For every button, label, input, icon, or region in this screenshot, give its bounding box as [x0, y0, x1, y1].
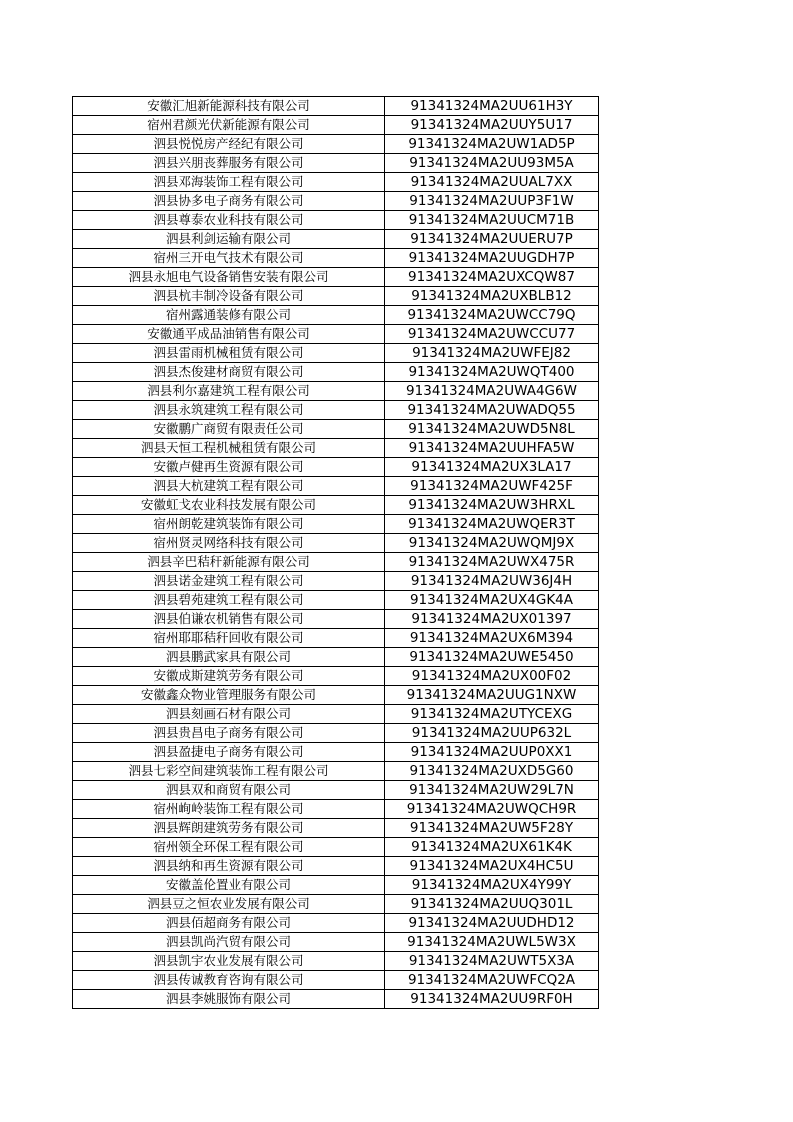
table-row [73, 990, 599, 1009]
company-name-cell: 安徽盖伦置业有限公司 [73, 876, 385, 895]
company-name-cell: 泗县利尔嘉建筑工程有限公司 [73, 382, 385, 401]
company-name-cell: 泗县七彩空间建筑装饰工程有限公司 [73, 762, 385, 781]
company-name-cell: 宿州三开电气技术有限公司 [73, 249, 385, 268]
credit-code-cell: 91341324MA2UUERU7P [385, 230, 599, 249]
table-row [73, 610, 599, 629]
credit-code-cell: 91341324MA2UWT5X3A [385, 952, 599, 971]
company-name-cell: 泗县贵昌电子商务有限公司 [73, 724, 385, 743]
credit-code-cell: 91341324MA2UW3HRXL [385, 496, 599, 515]
company-name-cell: 安徽鑫众物业管理服务有限公司 [73, 686, 385, 705]
company-name-cell: 泗县李姚服饰有限公司 [73, 990, 385, 1009]
table-row [73, 344, 599, 363]
credit-code-cell: 91341324MA2UUHFA5W [385, 439, 599, 458]
company-name-cell: 泗县永筑建筑工程有限公司 [73, 401, 385, 420]
company-name-cell: 泗县杰俊建材商贸有限公司 [73, 363, 385, 382]
credit-code-cell: 91341324MA2UXD5G60 [385, 762, 599, 781]
credit-code-cell: 91341324MA2UWCCU77 [385, 325, 599, 344]
credit-code-cell: 91341324MA2UU9RF0H [385, 990, 599, 1009]
credit-code-cell: 91341324MA2UUP0XX1 [385, 743, 599, 762]
table-row [73, 705, 599, 724]
table-row [73, 97, 599, 116]
company-name-cell: 宿州贤灵网络科技有限公司 [73, 534, 385, 553]
table-row [73, 819, 599, 838]
table-row [73, 933, 599, 952]
credit-code-cell: 91341324MA2UUQ301L [385, 895, 599, 914]
table-row [73, 306, 599, 325]
company-name-cell: 泗县利剑运输有限公司 [73, 230, 385, 249]
table-row [73, 420, 599, 439]
table-body [73, 97, 599, 1009]
table-row [73, 743, 599, 762]
table-row [73, 496, 599, 515]
credit-code-cell: 91341324MA2UX4GK4A [385, 591, 599, 610]
table-row [73, 363, 599, 382]
company-name-cell: 宿州峋岭装饰工程有限公司 [73, 800, 385, 819]
credit-code-cell: 91341324MA2UWFEJ82 [385, 344, 599, 363]
table-row [73, 287, 599, 306]
company-name-cell: 泗县协多电子商务有限公司 [73, 192, 385, 211]
credit-code-cell: 91341324MA2UX01397 [385, 610, 599, 629]
credit-code-cell: 91341324MA2UWE5450 [385, 648, 599, 667]
table-row [73, 591, 599, 610]
table-row [73, 667, 599, 686]
table-row [73, 192, 599, 211]
credit-code-cell: 91341324MA2UWF425F [385, 477, 599, 496]
table-row [73, 382, 599, 401]
company-name-cell: 宿州耶耶秸秆回收有限公司 [73, 629, 385, 648]
credit-code-cell: 91341324MA2UUY5U17 [385, 116, 599, 135]
table-row [73, 477, 599, 496]
credit-code-cell: 91341324MA2UWQCH9R [385, 800, 599, 819]
table-row [73, 439, 599, 458]
table-row [73, 895, 599, 914]
company-name-cell: 泗县双和商贸有限公司 [73, 781, 385, 800]
credit-code-cell: 91341324MA2UWFCQ2A [385, 971, 599, 990]
company-name-cell: 安徽汇旭新能源科技有限公司 [73, 97, 385, 116]
table-row [73, 116, 599, 135]
credit-code-cell: 91341324MA2UX61K4K [385, 838, 599, 857]
credit-code-cell: 91341324MA2UWX475R [385, 553, 599, 572]
credit-code-cell: 91341324MA2UX3LA17 [385, 458, 599, 477]
company-name-cell: 安徽鹏广商贸有限责任公司 [73, 420, 385, 439]
table-row [73, 857, 599, 876]
credit-code-cell: 91341324MA2UU61H3Y [385, 97, 599, 116]
company-name-cell: 泗县豆之恒农业发展有限公司 [73, 895, 385, 914]
company-name-cell: 泗县刻画石材有限公司 [73, 705, 385, 724]
credit-code-cell: 91341324MA2UX4HC5U [385, 857, 599, 876]
table-row [73, 135, 599, 154]
credit-code-cell: 91341324MA2UW5F28Y [385, 819, 599, 838]
table-row [73, 534, 599, 553]
credit-code-cell: 91341324MA2UX4Y99Y [385, 876, 599, 895]
company-name-cell: 泗县悦悦房产经纪有限公司 [73, 135, 385, 154]
company-name-cell: 泗县辛巴秸秆新能源有限公司 [73, 553, 385, 572]
table-row [73, 952, 599, 971]
credit-code-cell: 91341324MA2UUG1NXW [385, 686, 599, 705]
company-name-cell: 安徽成斯建筑劳务有限公司 [73, 667, 385, 686]
company-registry-table [72, 96, 599, 1009]
table-row [73, 154, 599, 173]
credit-code-cell: 91341324MA2UWCC79Q [385, 306, 599, 325]
company-name-cell: 泗县杭丰制冷设备有限公司 [73, 287, 385, 306]
credit-code-cell: 91341324MA2UW1AD5P [385, 135, 599, 154]
credit-code-cell: 91341324MA2UWL5W3X [385, 933, 599, 952]
credit-code-cell: 91341324MA2UUCM71B [385, 211, 599, 230]
table-row [73, 249, 599, 268]
table-row [73, 876, 599, 895]
table-row [73, 724, 599, 743]
company-name-cell: 宿州领全环保工程有限公司 [73, 838, 385, 857]
table-row [73, 173, 599, 192]
credit-code-cell: 91341324MA2UWQMJ9X [385, 534, 599, 553]
company-name-cell: 安徽卢健再生资源有限公司 [73, 458, 385, 477]
credit-code-cell: 91341324MA2UWADQ55 [385, 401, 599, 420]
credit-code-cell: 91341324MA2UWD5N8L [385, 420, 599, 439]
table-row [73, 458, 599, 477]
company-name-cell: 泗县盈捷电子商务有限公司 [73, 743, 385, 762]
company-name-cell: 泗县邓海装饰工程有限公司 [73, 173, 385, 192]
table-row [73, 553, 599, 572]
company-name-cell: 安徽通平成品油销售有限公司 [73, 325, 385, 344]
credit-code-cell: 91341324MA2UWQER3T [385, 515, 599, 534]
company-name-cell: 泗县兴朋丧葬服务有限公司 [73, 154, 385, 173]
table-row [73, 211, 599, 230]
credit-code-cell: 91341324MA2UU93M5A [385, 154, 599, 173]
credit-code-cell: 91341324MA2UX6M394 [385, 629, 599, 648]
credit-code-cell: 91341324MA2UXBLB12 [385, 287, 599, 306]
company-name-cell: 泗县传诚教育咨询有限公司 [73, 971, 385, 990]
company-name-cell: 泗县大杭建筑工程有限公司 [73, 477, 385, 496]
company-name-cell: 泗县佰超商务有限公司 [73, 914, 385, 933]
company-name-cell: 泗县诺金建筑工程有限公司 [73, 572, 385, 591]
credit-code-cell: 91341324MA2UTYCEXG [385, 705, 599, 724]
table-row [73, 686, 599, 705]
company-name-cell: 泗县伯谦农机销售有限公司 [73, 610, 385, 629]
credit-code-cell: 91341324MA2UUDHD12 [385, 914, 599, 933]
company-name-cell: 宿州露通装修有限公司 [73, 306, 385, 325]
company-name-cell: 泗县辉朗建筑劳务有限公司 [73, 819, 385, 838]
company-name-cell: 宿州君颜光伏新能源有限公司 [73, 116, 385, 135]
credit-code-cell: 91341324MA2UWA4G6W [385, 382, 599, 401]
company-name-cell: 泗县天恒工程机械租赁有限公司 [73, 439, 385, 458]
credit-code-cell: 91341324MA2UXCQW87 [385, 268, 599, 287]
company-name-cell: 泗县纳和再生资源有限公司 [73, 857, 385, 876]
company-name-cell: 泗县碧苑建筑工程有限公司 [73, 591, 385, 610]
table-row [73, 971, 599, 990]
credit-code-cell: 91341324MA2UW29L7N [385, 781, 599, 800]
table-row [73, 629, 599, 648]
company-name-cell: 泗县凯尚汽贸有限公司 [73, 933, 385, 952]
credit-code-cell: 91341324MA2UUAL7XX [385, 173, 599, 192]
credit-code-cell: 91341324MA2UUP632L [385, 724, 599, 743]
credit-code-cell: 91341324MA2UW36J4H [385, 572, 599, 591]
table-row [73, 515, 599, 534]
table-row [73, 762, 599, 781]
table-row [73, 230, 599, 249]
credit-code-cell: 91341324MA2UUP3F1W [385, 192, 599, 211]
table-row [73, 800, 599, 819]
company-name-cell: 宿州朗乾建筑装饰有限公司 [73, 515, 385, 534]
credit-code-cell: 91341324MA2UWQT400 [385, 363, 599, 382]
table-row [73, 268, 599, 287]
table-row [73, 325, 599, 344]
company-name-cell: 安徽虹戈农业科技发展有限公司 [73, 496, 385, 515]
table-row [73, 838, 599, 857]
company-name-cell: 泗县凯宇农业发展有限公司 [73, 952, 385, 971]
company-name-cell: 泗县雷雨机械租赁有限公司 [73, 344, 385, 363]
credit-code-cell: 91341324MA2UUGDH7P [385, 249, 599, 268]
table-row [73, 401, 599, 420]
company-name-cell: 泗县鹏武家具有限公司 [73, 648, 385, 667]
table-row [73, 648, 599, 667]
table-row [73, 781, 599, 800]
company-name-cell: 泗县永旭电气设备销售安装有限公司 [73, 268, 385, 287]
table-row [73, 914, 599, 933]
credit-code-cell: 91341324MA2UX00F02 [385, 667, 599, 686]
company-name-cell: 泗县尊泰农业科技有限公司 [73, 211, 385, 230]
table-row [73, 572, 599, 591]
